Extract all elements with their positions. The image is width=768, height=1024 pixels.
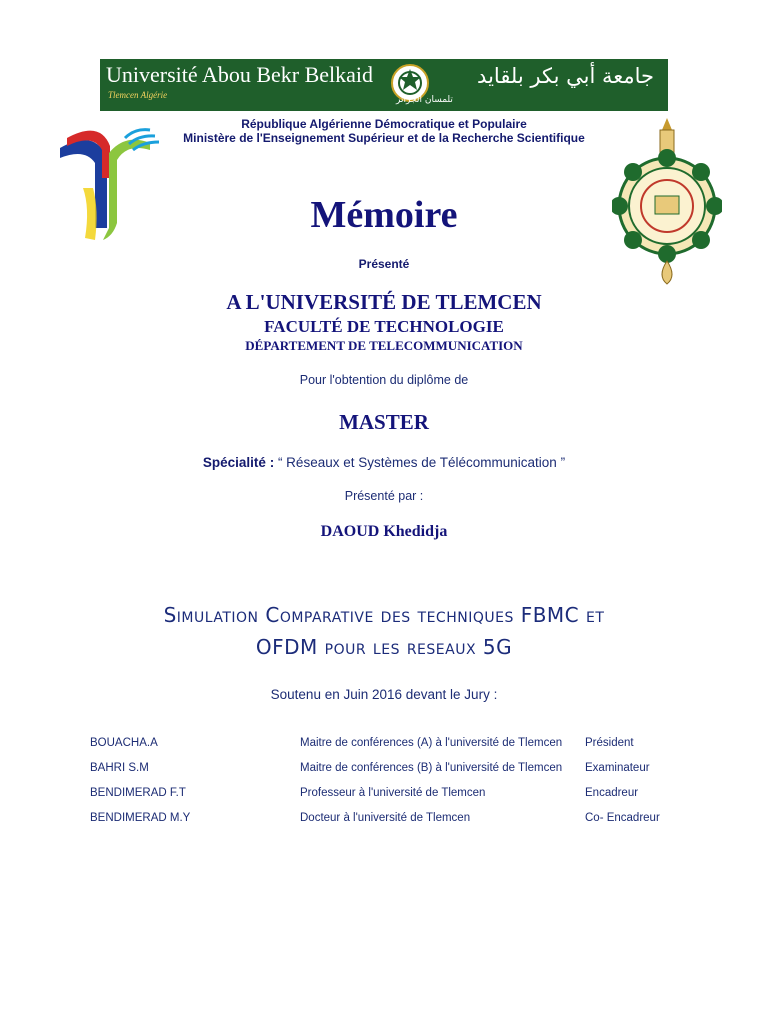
jury-title: Maitre de conférences (A) à l'université de Tlemcen [300,737,563,749]
ministry-line: Ministère de l'Enseignement Supérieur et de la Recherche Scientifique [183,131,585,145]
jury-role: Président [585,737,634,749]
banner-university-name-fr: Université Abou Bekr Belkaid [106,62,374,87]
jury-role: Encadreur [585,787,639,799]
table-row [90,737,690,762]
jury-name: BOUACHA.A [90,737,158,749]
jury-name: BENDIMERAD F.T [90,787,186,799]
jury-name: BAHRI S.M [90,762,149,774]
banner-place: Tlemcen Algérie [108,90,168,100]
table-row [90,762,690,787]
jury-title: Maitre de conférences (B) à l'université de Tlemcen [300,762,563,774]
jury-name: BENDIMERAD M.Y [90,812,191,824]
thesis-title-line1: Simulation Comparative des techniques FBMC et [163,603,605,627]
thesis-title-line2: OFDM pour les reseaux 5G [255,635,513,659]
table-row [90,812,690,837]
document-type: Mémoire [310,194,458,236]
presented-by-label: Présenté par : [344,489,424,503]
university-heading: A L'UNIVERSITÉ DE TLEMCEN [226,290,542,314]
author-name: DAOUD Khedidja [320,523,448,540]
jury-role: Co- Encadreur [585,812,660,824]
specialty-line [0,455,768,470]
specialty-value: “ Réseaux et Systèmes de Télécommunication ” [274,455,566,470]
telecom-department-logo-icon [55,118,165,263]
table-row [90,787,690,812]
republic-line: République Algérienne Démocratique et Populaire [241,117,527,131]
jury-role: Examinateur [585,762,650,774]
presented-label: Présenté [358,257,410,271]
university-banner [100,59,668,111]
degree-heading: MASTER [339,410,429,434]
faculty-heading: FACULTÉ DE TECHNOLOGIE [264,317,504,336]
defense-line: Soutenu en Juin 2016 devant le Jury : [270,687,498,702]
department-heading: DÉPARTEMENT DE TELECOMMUNICATION [245,338,523,353]
jury-table [90,737,690,837]
banner-place-ar: تلمسان الجزائر [396,95,453,105]
jury-title: Professeur à l'université de Tlemcen [300,787,486,799]
banner-university-name-ar: جامعة أبي بكر بلقايد [477,64,654,88]
specialty-label: Spécialité : [202,455,275,470]
obtention-line: Pour l'obtention du diplôme de [299,373,469,387]
jury-title: Docteur à l'université de Tlemcen [300,812,471,824]
